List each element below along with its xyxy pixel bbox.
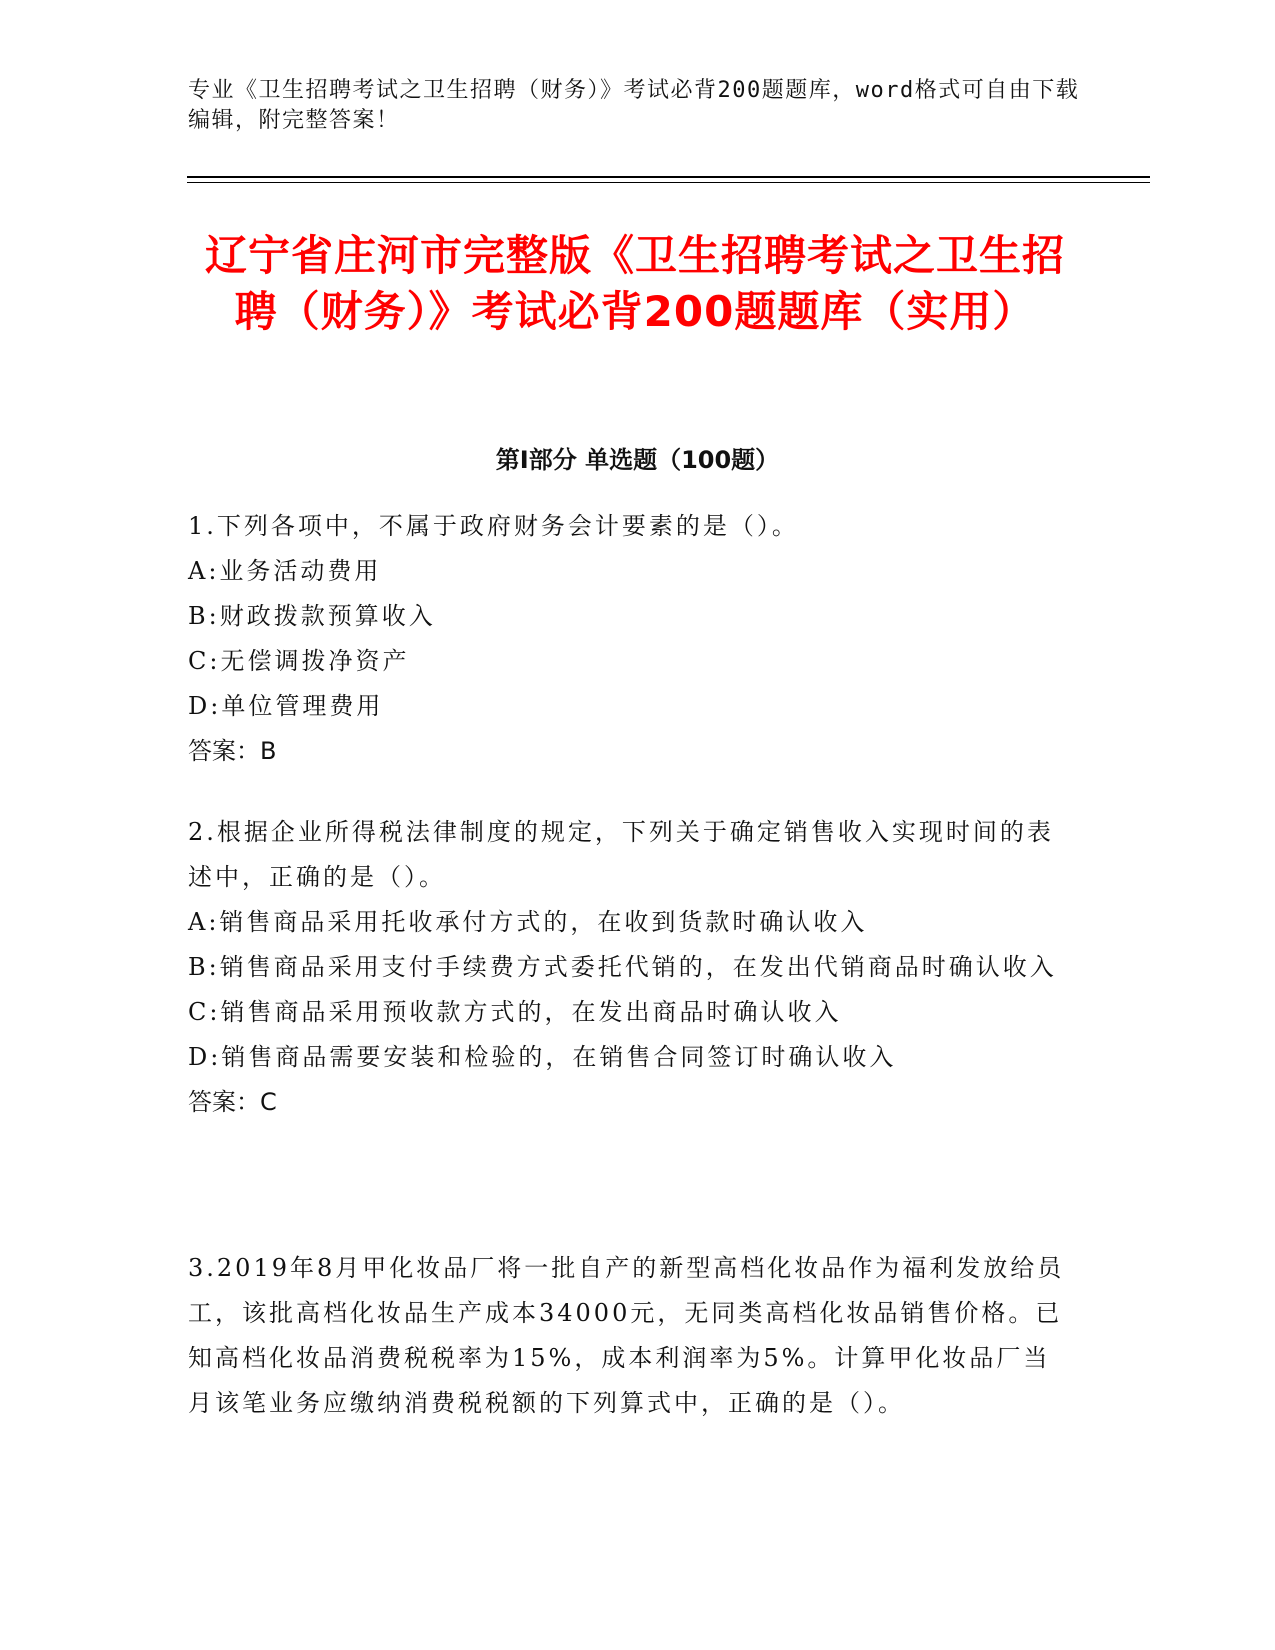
option-b: B:财政拨款预算收入 bbox=[188, 602, 436, 630]
question-3 bbox=[188, 1246, 1068, 1426]
option-d: D:销售商品需要安装和检验的，在销售合同签订时确认收入 bbox=[188, 1043, 897, 1071]
question-2 bbox=[188, 810, 1068, 1125]
answer: 答案：B bbox=[188, 737, 277, 765]
header-divider-thick bbox=[187, 176, 1150, 178]
document-title: 辽宁省庄河市完整版《卫生招聘考试之卫生招聘（财务）》考试必背200题题库（实用） bbox=[204, 231, 1065, 336]
question-stem: 1.下列各项中，不属于政府财务会计要素的是（）。 bbox=[188, 512, 799, 540]
section-title: 第Ⅰ部分 单选题（100题） bbox=[495, 446, 780, 474]
header-note: 专业《卫生招聘考试之卫生招聘（财务）》考试必背200题题库，word格式可自由下载编辑，附完整答案！ bbox=[188, 78, 1080, 133]
option-b: B:销售商品采用支付手续费方式委托代销的，在发出代销商品时确认收入 bbox=[188, 953, 1057, 981]
option-c: C:销售商品采用预收款方式的，在发出商品时确认收入 bbox=[188, 998, 842, 1026]
option-d: D:单位管理费用 bbox=[188, 692, 384, 720]
option-c: C:无偿调拨净资产 bbox=[188, 647, 410, 675]
answer: 答案：C bbox=[188, 1088, 277, 1116]
option-a: A:销售商品采用托收承付方式的，在收到货款时确认收入 bbox=[188, 908, 868, 936]
header-divider-thin bbox=[187, 182, 1150, 183]
question-1 bbox=[188, 504, 1068, 774]
option-a: A:业务活动费用 bbox=[188, 557, 382, 585]
question-stem: 3.2019年8月甲化妆品厂将一批自产的新型高档化妆品作为福利发放给员工，该批高档化妆品生产成本34000元，无同类高档化妆品销售价格。已知高档化妆品消费税税率为15%，成本利润率为5%。计算甲化妆品厂当月该笔业务应缴纳消费税税额的下列算式中，正确的是（）。 bbox=[188, 1254, 1065, 1417]
question-stem: 2.根据企业所得税法律制度的规定，下列关于确定销售收入实现时间的表述中，正确的是（）。 bbox=[188, 818, 1054, 891]
